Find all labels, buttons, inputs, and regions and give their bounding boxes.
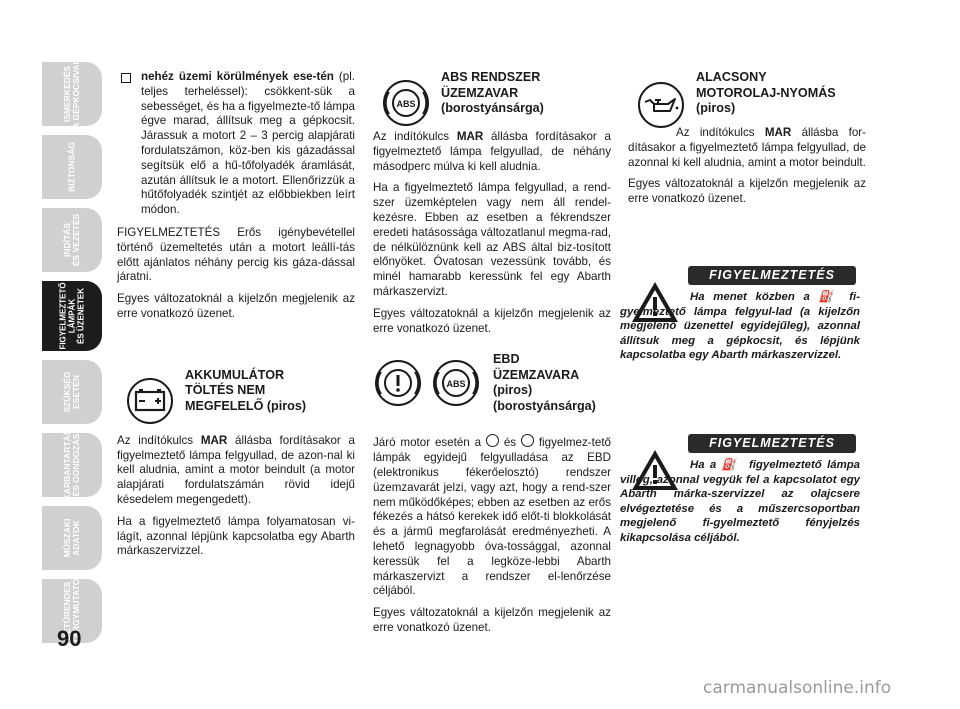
text: és: [498, 436, 521, 450]
paragraph: Egyes változatoknál a kijelzőn megjelenik az erre vonatkozó üzenet.: [117, 292, 355, 320]
text: állásba for-dításakor a figyelmeztető lámpa felgyullad, de azonnal ki kell aludnia, amint a motor beindult.: [628, 126, 867, 169]
tab-karbantartas[interactable]: [42, 429, 102, 501]
column-2: [373, 70, 611, 643]
column-3: [628, 70, 866, 214]
brake-inline-icon: [486, 434, 499, 447]
warning-banner: FIGYELMEZTETÉS: [688, 266, 856, 285]
oil-section-heading: [628, 70, 866, 126]
paragraph: Egyes változatoknál a kijelzőn megjelenik az erre vonatkozó üzenet.: [628, 177, 866, 206]
tab-inditas[interactable]: [42, 208, 102, 272]
ebd-title: EBD ÜZEMZAVARA (piros) (borostyánsárga): [493, 352, 596, 413]
warning-box-1: [620, 266, 866, 386]
warning-text: [620, 290, 860, 363]
paragraph: Ha a figyelmeztető lámpa felgyullad, a rend-szer üzemképtelen vagy nem áll rendel-kezésre. Ebben az esetben a fékrendszer eredeti hatásossága változatlanul megma-rad, de nélkülöznünk kell az ABS által biz-tosított előnyöket. Óvatosan vezessünk tovább, és minél hamarabb keressünk fel egy Abarth márkaszervizt.: [373, 181, 611, 298]
oil-title: ALACSONY MOTOROLAJ-NYOMÁS (piros): [696, 70, 836, 115]
watermark: carmanualsonline.info: [703, 678, 892, 698]
text: Járó motor esetén a: [373, 436, 486, 450]
tab-label: MŰSZAKI ADATOK: [62, 518, 81, 558]
abs-icon: [381, 78, 431, 128]
mar-label: MAR: [456, 130, 484, 143]
tab-biztonsag[interactable]: [42, 135, 102, 199]
tab-szukseg[interactable]: [42, 360, 102, 424]
tab-label: FIGYELMEZTETŐ LÁMPÁK ÉS ÜZENETEK: [58, 282, 86, 350]
tab-muszaki[interactable]: [42, 506, 102, 570]
tab-label: BIZTONSÁG: [66, 142, 77, 192]
paragraph: Egyes változatoknál a kijelzőn megjelenik az erre vonatkozó üzenet.: [373, 606, 611, 634]
oil-can-inline-icon: ⛽: [818, 291, 833, 303]
bullet-text: (pl. teljes terheléssel): csökkent-sük a sebességet, és ha a figyelmezte-tő lámpa égve marad, állítsuk meg a gépkocsit. Járassuk a motort 2 – 3 percig alapjárati fordulatszámon, köz-ben kis gázadással segítsük elő a hű-tőfolyadék áramlását, azután állítsuk le a motort. Ellenőrizzük a hűtőfolyadék szintjét az előbbiekben leírt módon.: [141, 70, 356, 217]
text: fi-gyelmeztető lámpa felgyul-lad (a kijelzőn megjelenő üzenettel egyidejűleg), azonnal állítsuk meg a gépkocsit, és lépjünk kapcsolatba egy Abarth márkaszervizzel.: [620, 291, 860, 362]
text: Az indítókulcs: [373, 130, 457, 143]
mar-label: MAR: [764, 126, 792, 139]
tab-ismerkedes[interactable]: [42, 59, 102, 129]
abs-inline-icon: [521, 434, 534, 447]
paragraph: [117, 434, 355, 508]
svg-text:ABS: ABS: [446, 379, 466, 390]
checkbox-bullet-icon: [121, 73, 131, 83]
battery-icon: [125, 376, 175, 426]
bullet-item: [117, 70, 355, 218]
paragraph: Ha a figyelmeztető lámpa folyamatosan vi-lágít, azonnal lépjünk kapcsolatba egy Abarth márkaszervizzel.: [117, 514, 355, 558]
text: állásba fordításakor a figyelmeztető lámpa felgyullad, de néhány másodperc múlva ki kell aludnia.: [373, 130, 611, 173]
abs-section-heading: [373, 70, 611, 130]
oil-can-inline-icon: ⛽: [721, 459, 736, 471]
text: figyelmez-tető lámpák egyidejű felgyulladása az EBD (elektronikus fékerőelosztó) rendszer üzemzavarát jelzi, vagy azt, hogy a rend-szer nem működőképes; ebben az esetben az erős fékezés a hátsó kerekek idő előt-ti blokkolását és a jármű megfarolását eredményezheti. A lehető legnagyobb óva-tossággal, azonnal keressük fel a legköze-lebbi Abarth márkaszervizt a rendszer el-lenőrzése céljából.: [373, 436, 611, 598]
page-number: 90: [57, 626, 82, 651]
paragraph: FIGYELMEZTETÉS Erős igénybevétellel történő üzemeltetés után a motort leállí-tás előtt ajánlatos néhány percig kis gáza-dással járatni.: [117, 225, 355, 284]
brake-warning-icon: [373, 358, 483, 408]
text: figyelmeztető lámpa villog, azonnal vegyük fel a kapcsolatot egy Abarth márka-szervizzel az olajcsere elvégeztetése és a műszercsoportban megjelenő fi-gyelmeztető fényjelzés kikapcsolása céljából.: [620, 459, 860, 544]
warning-text: [620, 458, 860, 546]
paragraph: [628, 126, 866, 170]
text: Ha a: [690, 459, 722, 471]
tab-label: INDÍTÁS ÉS VEZETÉS: [62, 213, 81, 267]
oil-can-icon: [636, 80, 686, 130]
warning-banner: FIGYELMEZTETÉS: [688, 434, 856, 453]
text: Ha menet közben a: [690, 291, 819, 303]
text: állásba fordításakor a figyelmeztető lámpa felgyullad, de azon-nal ki kell aludnia, amint a motor beindult (a motor alapjárati fordulatszámán rövid idejű késedelem megengedett).: [117, 433, 355, 506]
ebd-section-heading: [373, 352, 611, 434]
svg-text:ABS: ABS: [396, 99, 416, 109]
bullet-bold: nehéz üzemi körülmények ese-tén: [141, 70, 334, 83]
paragraph: [373, 130, 611, 174]
text: Az indítókulcs: [676, 126, 765, 139]
text: Az indítókulcs: [117, 433, 201, 447]
tab-figyelmezteto[interactable]: [42, 281, 102, 351]
tab-label: BETŰRENDES TÁRGYMUTATÓ: [62, 578, 81, 644]
paragraph: [373, 434, 611, 599]
paragraph: Egyes változatoknál a kijelzőn megjelenik az erre vonatkozó üzenet.: [373, 306, 611, 335]
tab-label: SZÜKSÉG ESETÉN: [62, 371, 81, 413]
column-1: [117, 70, 355, 566]
battery-section-heading: [117, 368, 355, 434]
abs-title: ABS RENDSZER ÜZEMZAVAR (borostyánsárga): [441, 70, 544, 115]
tab-label: ISMERKEDÉS A GÉPKOCSIVAL: [62, 59, 81, 129]
mar-label: MAR: [200, 433, 228, 447]
tab-label: KARBANTARTÁS ÉS GONDOZÁS: [62, 429, 81, 501]
battery-title: AKKUMULÁTOR TÖLTÉS NEM MEGFELELŐ (piros): [185, 367, 307, 413]
warning-box-2: [620, 434, 866, 564]
